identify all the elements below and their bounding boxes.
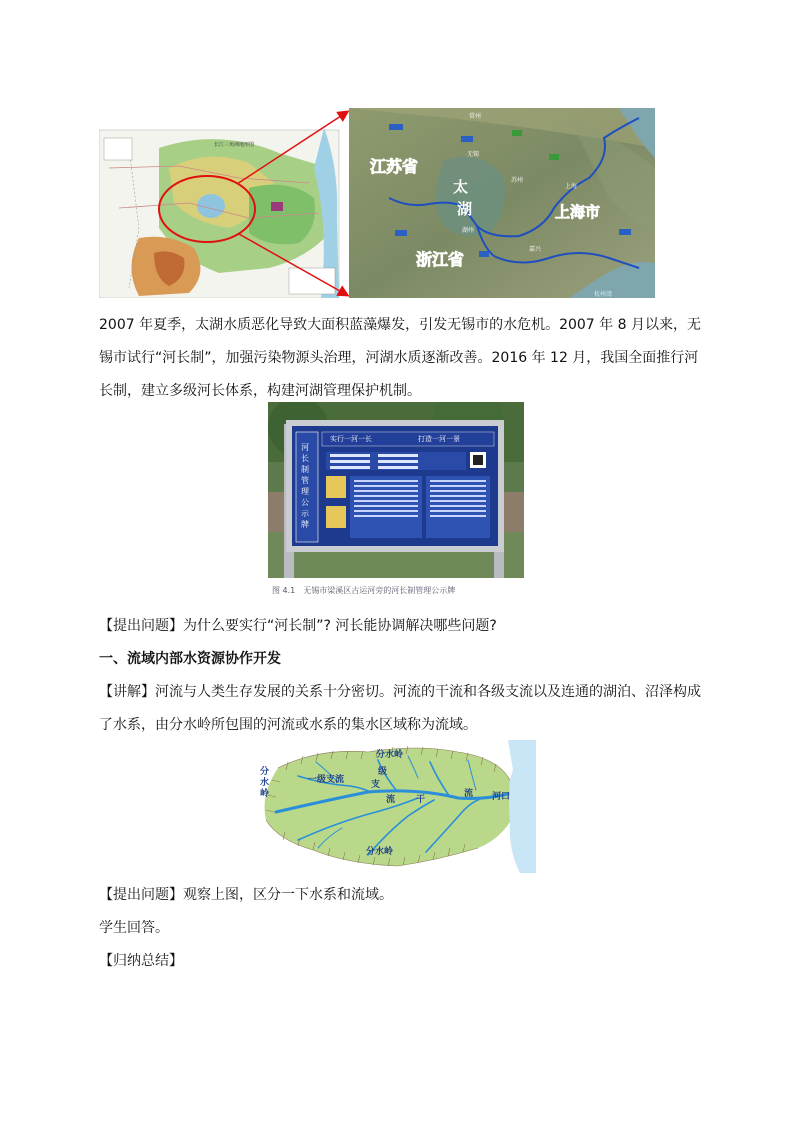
label-divide-bottom: 分水岭 — [366, 847, 394, 857]
map-figure-svg — [99, 108, 655, 298]
label-shanghai-city: 上海市 — [555, 203, 601, 221]
label-shanghai: 上海 — [565, 183, 578, 190]
sign-photo — [268, 402, 524, 578]
question-1: 【提出问题】为什么要实行“河长制”? 河长能协调解决哪些问题? — [99, 618, 497, 634]
satellite-map — [349, 108, 655, 298]
label-divide-left: 分水岭 — [260, 767, 270, 799]
label-estuary: 河口 — [492, 792, 511, 802]
terrain-map — [99, 112, 347, 298]
section-heading: 一、流域内部水资源协作开发 — [99, 651, 281, 667]
label-divide-top: 分水岭 — [376, 750, 404, 760]
label-huzhou: 湖州 — [462, 227, 475, 234]
label-jiangsu: 江苏省 — [370, 157, 419, 176]
label-changzhou: 常州 — [469, 113, 482, 120]
label-tributary-liu: 流 — [386, 795, 396, 805]
intro-paragraph: 2007 年夏季，太湖水质恶化导致大面积蓝藻爆发，引发无锡市的水危机。2007 年 8 月以来，无锡市试行“河长制”，加强污染物源头治理，河湖水质逐渐改善。2016 年 12 月，我国全面推行河长制，建立多级河长体系，构建河湖管理保护机制。 — [99, 317, 701, 399]
sign-header-right: 打造一河一景 — [418, 435, 460, 443]
label-tributary-1: 一级支流 — [308, 775, 345, 785]
label-suzhou: 苏州 — [511, 177, 524, 184]
label-hangzhouwan: 杭州湾 — [594, 291, 613, 298]
label-taihu-2: 湖 — [457, 200, 473, 218]
summary-heading: 【归纳总结】 — [99, 953, 183, 969]
label-jiaxing: 嘉兴 — [529, 246, 542, 253]
terrain-map-title: 长江三角洲地形图 — [214, 142, 255, 148]
sign-photo-caption: 图 4.1 无锡市梁溪区古运河旁的河长制管理公示牌 — [272, 586, 456, 595]
label-taihu-1: 太 — [453, 178, 469, 196]
label-tributary-ji: 级 — [378, 767, 388, 777]
watershed-diagram — [258, 740, 536, 873]
lecture-paragraph: 【讲解】河流与人类生存发展的关系十分密切。河流的干流和各级支流以及连通的湖泊、沼泽构成了水系，由分水岭所包围的河流或水系的集水区域称为流域。 — [99, 684, 701, 733]
label-zhejiang: 浙江省 — [416, 250, 465, 269]
student-answer: 学生回答。 — [99, 920, 169, 936]
sign-side-title: 河长制管理公示牌 — [301, 443, 309, 529]
label-wuxi: 无锡 — [467, 151, 480, 158]
label-tributary-zhi: 支 — [371, 780, 381, 790]
question-2: 【提出问题】观察上图，区分一下水系和流域。 — [99, 887, 393, 903]
sign-header-left: 实行一河一长 — [330, 435, 372, 443]
label-main-gan: 干 — [416, 795, 426, 805]
label-main-liu: 流 — [464, 789, 474, 799]
map-figure — [99, 108, 655, 298]
